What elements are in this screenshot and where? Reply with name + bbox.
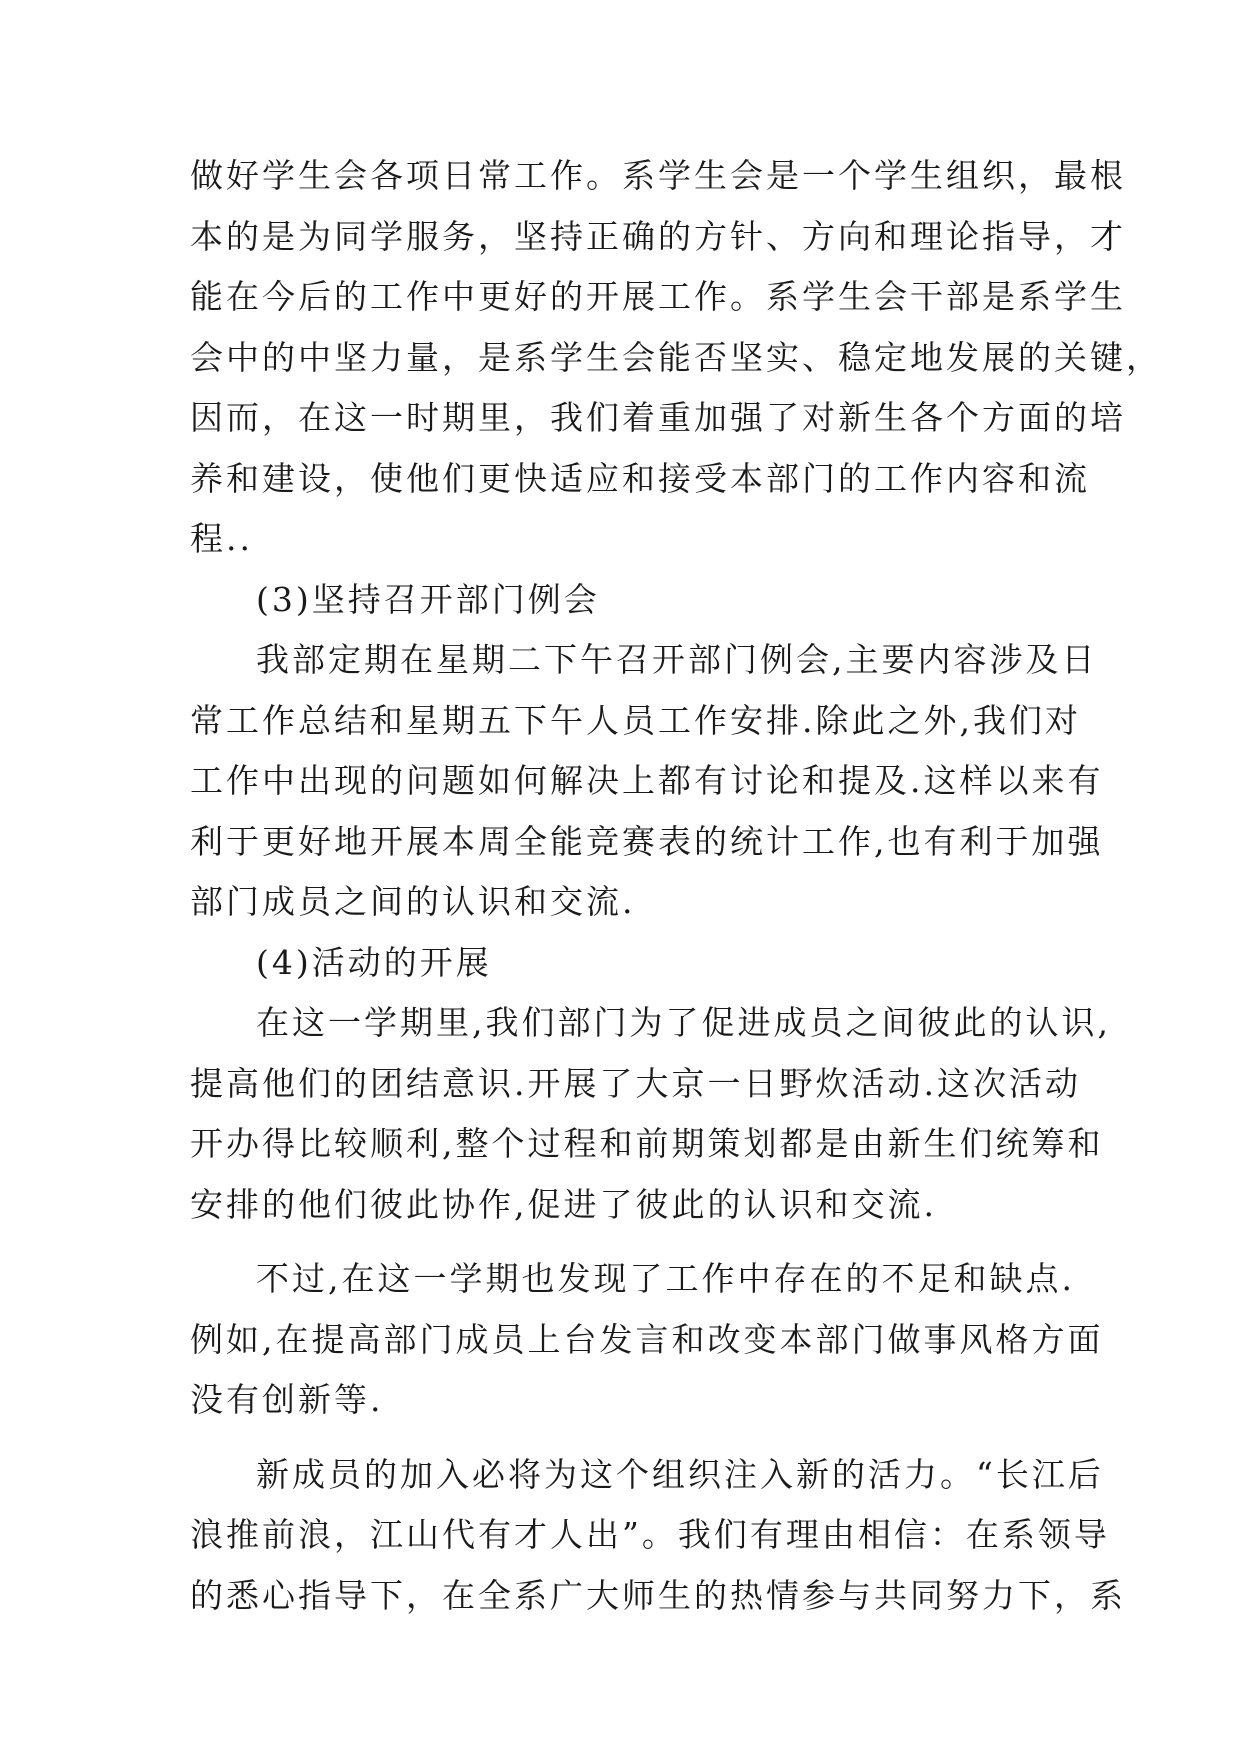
text-line: 能在今后的工作中更好的开展工作。系学生会干部是系学生	[190, 277, 1126, 316]
paragraph-student-union-work	[190, 146, 1162, 570]
paragraph-new-members	[190, 1445, 1126, 1627]
text-line: 常工作总结和星期五下午人员工作安排.除此之外,我们对	[190, 700, 1081, 740]
text-line: 安排的他们彼此协作,促进了彼此的认识和交流.	[190, 1184, 937, 1224]
text-line: 利于更好地开展本周全能竞赛表的统计工作,也有利于加强	[190, 821, 1104, 861]
text-line: 会中的中坚力量，是系学生会能否坚实、稳定地发展的关键，	[190, 337, 1162, 377]
section-heading-3	[190, 570, 1056, 631]
document-body	[190, 146, 1162, 1626]
text-line: 本的是为同学服务，坚持正确的方针、方向和理论指导，才	[190, 216, 1126, 256]
text-line: 工作中出现的问题如何解决上都有讨论和提及.这样以来有	[190, 761, 1104, 800]
section-heading-4	[190, 933, 1056, 994]
paragraph-shortcomings	[190, 1249, 1104, 1431]
text-line: 不过,在这一学期也发现了工作中存在的不足和缺点.	[256, 1259, 1075, 1298]
text-line: 没有创新等.	[190, 1380, 384, 1419]
text-line: 养和建设，使他们更快适应和接受本部门的工作内容和流	[190, 458, 1090, 498]
paragraph-department-meetings	[190, 630, 1104, 933]
heading-line: (3)坚持召开部门例会	[256, 579, 600, 619]
text-line: 部门成员之间的认识和交流.	[190, 882, 636, 921]
heading-line: (4)活动的开展	[256, 942, 492, 982]
text-line: 做好学生会各项日常工作。系学生会是一个学生组织，最根	[190, 156, 1126, 195]
text-line: 在这一学期里,我们部门为了促进成员之间彼此的认识,	[256, 1003, 1111, 1042]
text-line: 我部定期在星期二下午召开部门例会,主要内容涉及日	[256, 640, 1098, 679]
paragraph-activities	[190, 993, 1111, 1235]
text-line: 新成员的加入必将为这个组织注入新的活力。“长江后	[256, 1454, 1104, 1494]
text-line: 提高他们的团结意识.开展了大京一日野炊活动.这次活动	[190, 1063, 1081, 1103]
text-line: 程..	[190, 519, 253, 558]
text-line: 的悉心指导下，在全系广大师生的热情参与共同努力下，系	[190, 1575, 1126, 1615]
text-line: 因而，在这一时期里，我们着重加强了对新生各个方面的培	[190, 398, 1126, 437]
text-line: 开办得比较顺利,整个过程和前期策划都是由新生们统筹和	[190, 1124, 1104, 1163]
text-line: 例如,在提高部门成员上台发言和改变本部门做事风格方面	[190, 1319, 1104, 1359]
text-line: 浪推前浪，江山代有才人出”。我们有理由相信：在系领导	[190, 1515, 1110, 1554]
